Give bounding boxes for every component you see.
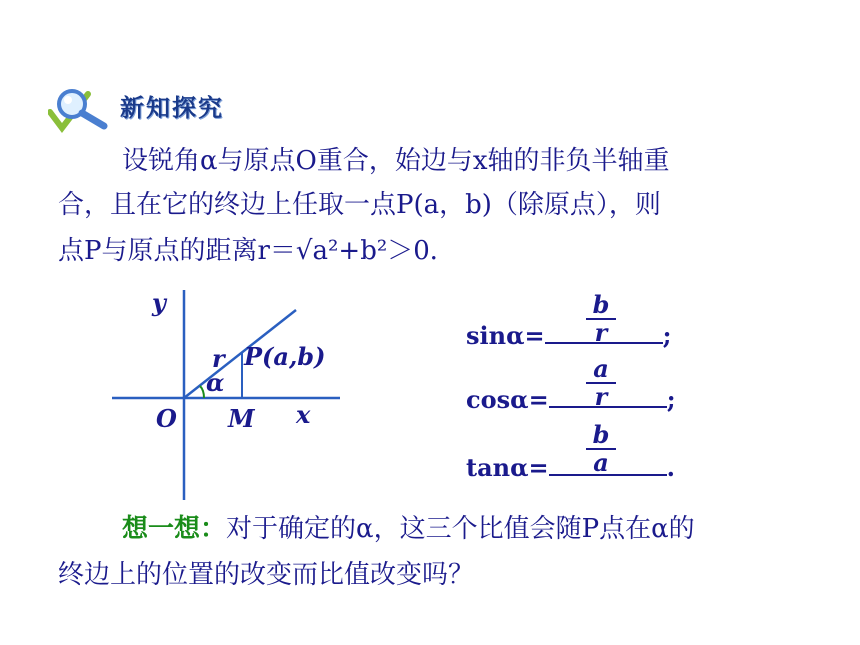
r-label: r — [212, 344, 225, 373]
section-title: 新知探究 — [120, 94, 224, 122]
x-axis-label: x — [296, 400, 311, 429]
magnifier-check-icon — [48, 86, 110, 134]
cos-fraction: $\frac{a}{r}$ — [586, 356, 616, 410]
origin-label: O — [156, 404, 177, 433]
cos-formula: cosα= ; — [466, 385, 676, 414]
point-p-label: P(a,b) — [244, 342, 326, 371]
paragraph-line-2: 合，且在它的终边上任取一点P(a，b)（除原点），则 — [58, 190, 661, 220]
sin-fraction: $\frac{b}{r}$ — [586, 292, 616, 346]
coordinate-diagram — [100, 280, 360, 510]
think-label: 想一想： — [122, 514, 227, 544]
sin-formula: sinα= ; — [466, 321, 672, 350]
tan-formula: tanα= . — [466, 453, 676, 482]
point-m-label: M — [228, 404, 255, 433]
y-axis-label: y — [152, 288, 166, 317]
paragraph-line-3: 点P与原点的距离r＝√a²+b²＞0． — [58, 236, 456, 266]
question-line-2: 终边上的位置的改变而比值改变吗？ — [58, 560, 475, 590]
tan-fraction: $\frac{b}{a}$ — [586, 422, 616, 476]
question-line-1: 想一想：对于确定的α，这三个比值会随P点在α的 — [122, 514, 695, 544]
paragraph-line-1: 设锐角α与原点O重合，始边与x轴的非负半轴重 — [122, 146, 670, 176]
alpha-label: α — [206, 368, 225, 397]
angle-arc — [200, 386, 204, 398]
